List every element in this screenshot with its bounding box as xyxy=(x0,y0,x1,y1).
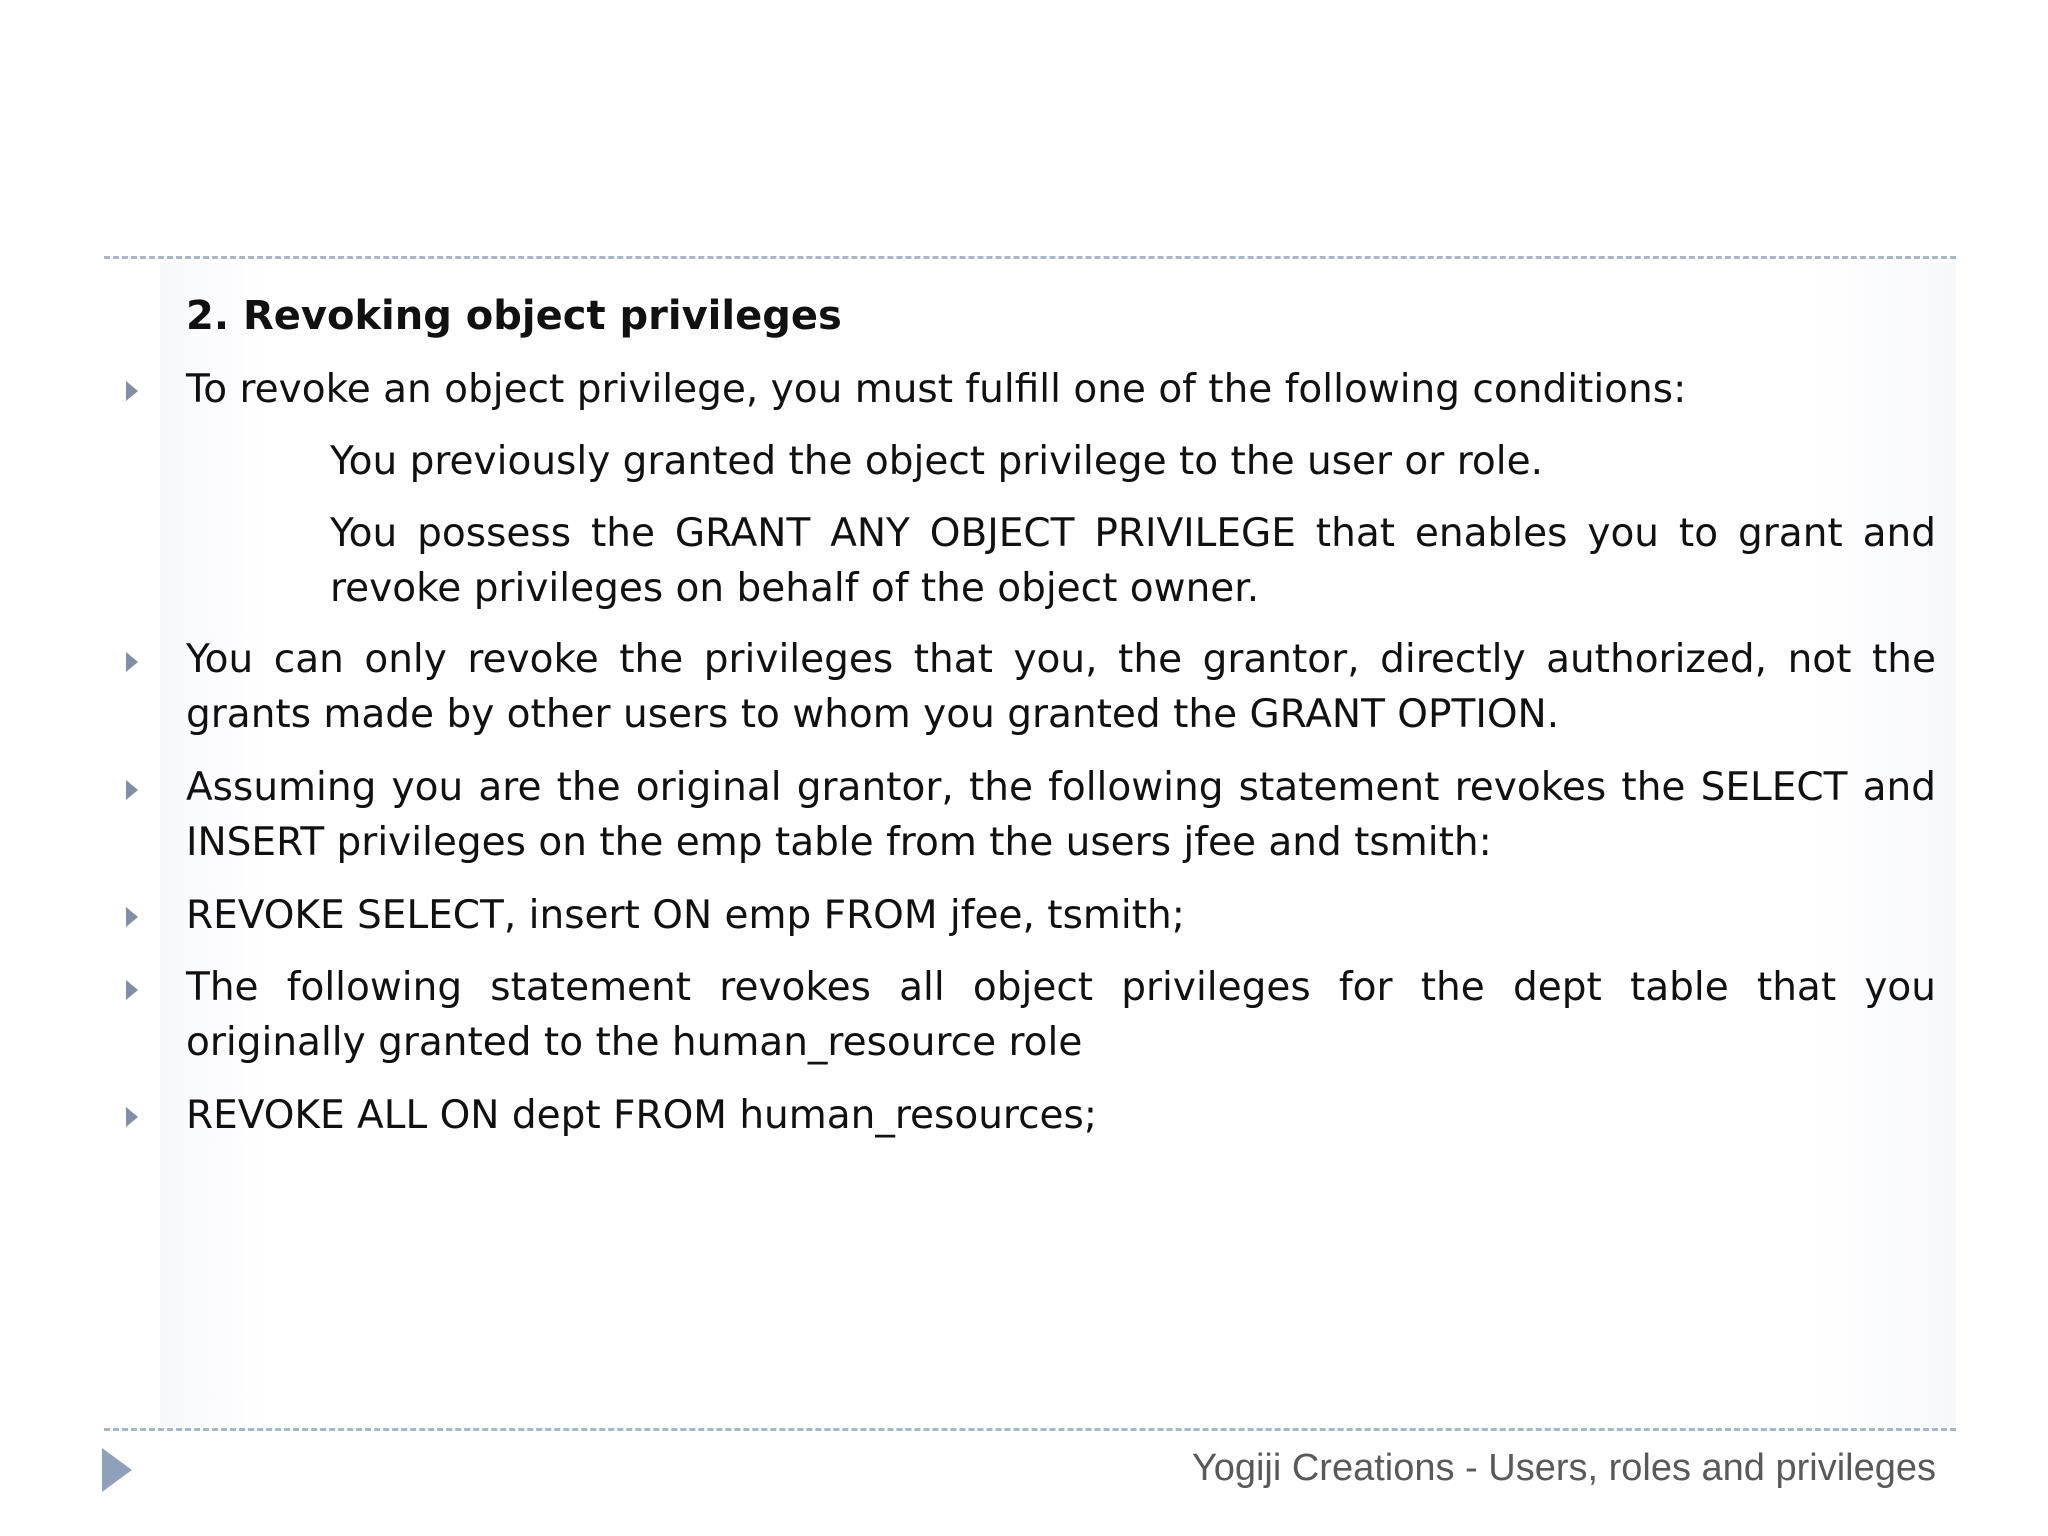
bullet-triangle-icon xyxy=(126,381,138,401)
bullet-item-revoke-select-code: REVOKE SELECT, insert ON emp FROM jfee, tsmith; xyxy=(186,893,1185,938)
slide-heading: 2. Revoking object privileges xyxy=(186,293,842,339)
sub-item-previously-granted: You previously granted the object privilege to the user or role. xyxy=(330,439,1543,484)
bullet-item-revoke-all-description: The following statement revokes all object privileges for the dept table that you originally granted to the human_resource role xyxy=(186,965,1936,1065)
bullet-triangle-icon xyxy=(126,652,138,672)
footer-text: Yogiji Creations - Users, roles and privileges xyxy=(1191,1447,1936,1489)
bullet-item-revoke-all-code: REVOKE ALL ON dept FROM human_resources; xyxy=(186,1093,1097,1138)
bullet-triangle-icon xyxy=(126,1107,138,1127)
sub-item-grant-any-object: You possess the GRANT ANY OBJECT PRIVILEGE that enables you to grant and revoke privileges on behalf of the object owner. xyxy=(330,511,1936,611)
bullet-triangle-icon xyxy=(126,780,138,800)
bullet-item-revoke-only: You can only revoke the privileges that you, the grantor, directly authorized, not the grants made by other users to whom you granted the GRANT OPTION. xyxy=(186,637,1936,737)
footer-triangle-icon xyxy=(102,1448,132,1492)
bullet-triangle-icon xyxy=(126,980,138,1000)
bullet-item-assuming-grantor: Assuming you are the original grantor, the following statement revokes the SELECT and INSERT privileges on the emp table from the users jfee and tsmith: xyxy=(186,765,1936,865)
bullet-item-conditions: To revoke an object privilege, you must fulfill one of the following conditions: xyxy=(186,367,1687,412)
bullet-triangle-icon xyxy=(126,907,138,927)
top-dashed-divider xyxy=(104,256,1956,259)
bottom-dashed-divider xyxy=(104,1428,1956,1431)
